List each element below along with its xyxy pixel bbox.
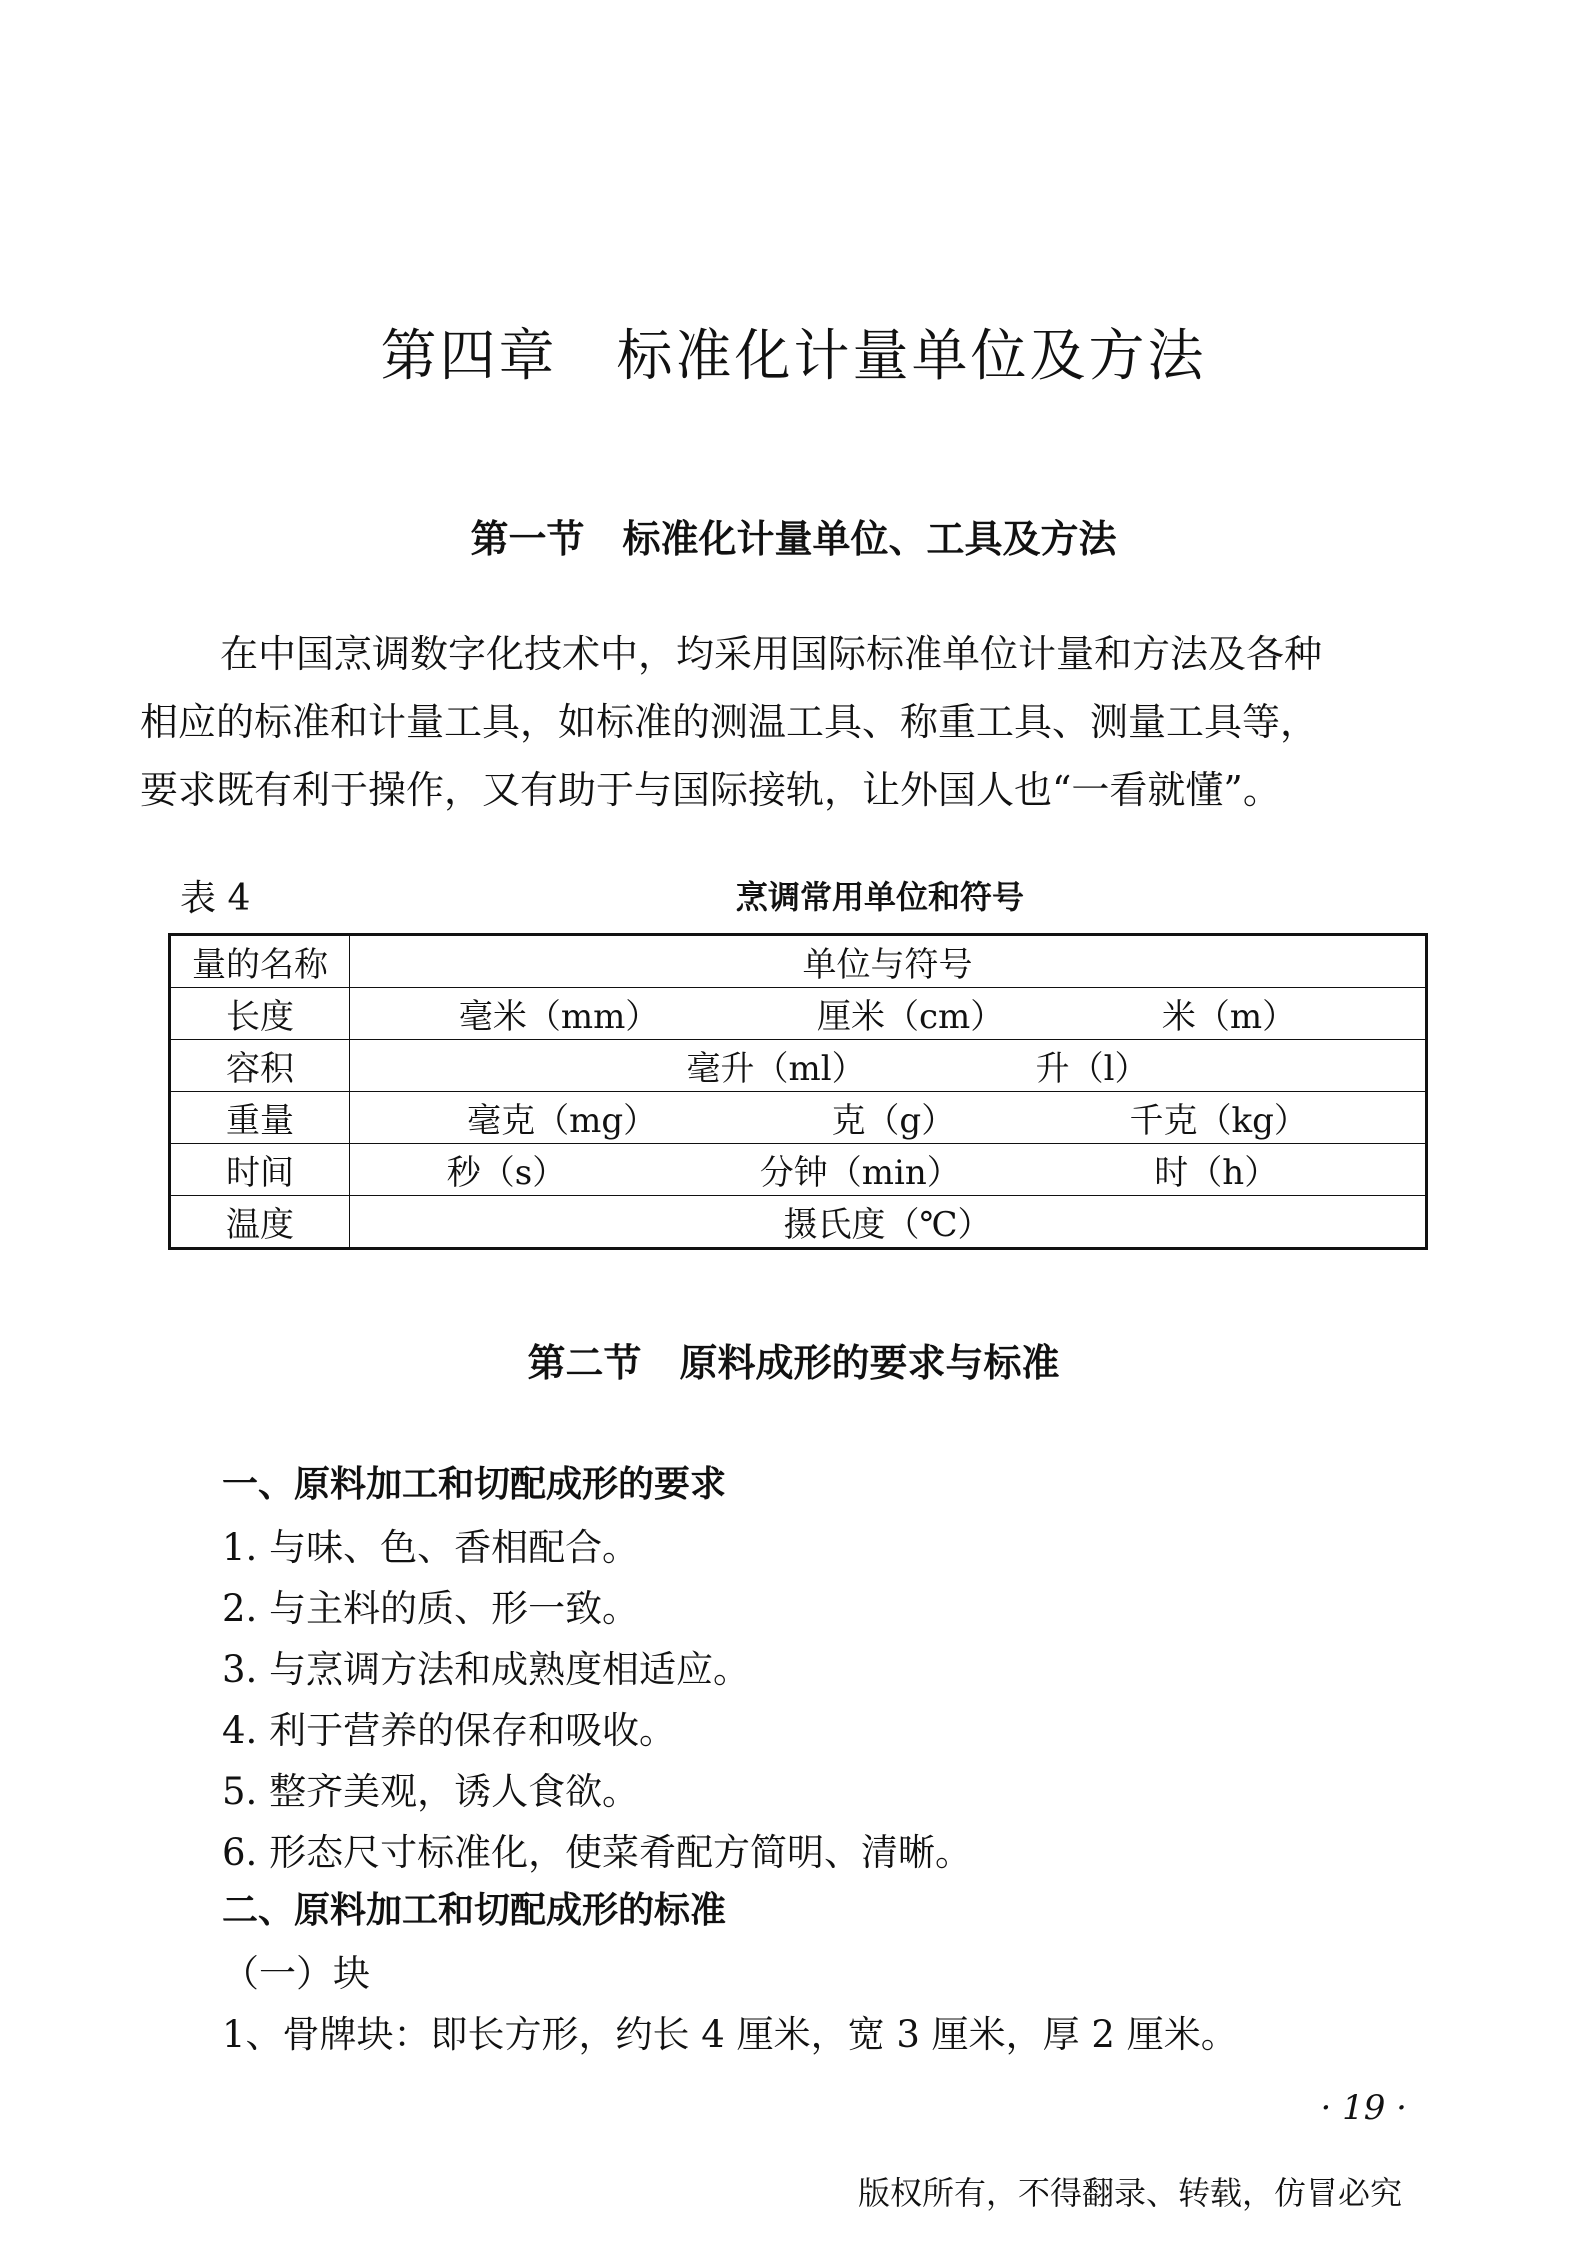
units-cell [350,1144,1427,1196]
requirement-item: 4. 利于营养的保存和吸收。 [222,1709,677,1752]
unit-entry: 毫米（mm） [458,997,660,1037]
subsection1-heading: 一、原料加工和切配成形的要求 [222,1463,727,1505]
quantity-name-cell: 容积 [170,1040,350,1092]
unit-entry: 毫克（mg） [467,1101,658,1141]
unit-entry: 升（l） [1035,1049,1149,1089]
unit-entry: 克（g） [831,1101,956,1141]
table-caption: 烹调常用单位和符号 [735,878,1024,916]
units-cell [350,988,1427,1040]
copyright-notice: 版权所有，不得翻录、转载，仿冒必究 [857,2174,1402,2212]
intro-line: 相应的标准和计量工具，如标准的测温工具、称重工具、测量工具等， [140,700,1319,744]
standard-item: 1、骨牌块：即长方形，约长 4 厘米，宽 3 厘米，厚 2 厘米。 [222,2013,1238,2056]
page-number: · 19 · [1320,2088,1407,2128]
chapter-title: 第四章 标准化计量单位及方法 [380,324,1207,389]
intro-line: 在中国烹调数字化技术中，均采用国际标准单位计量和方法及各种 [220,632,1323,676]
units-cell [350,1092,1427,1144]
section1-title: 第一节 标准化计量单位、工具及方法 [470,516,1117,561]
unit-entry: 厘米（cm） [816,997,1005,1037]
unit-entry: 米（m） [1161,997,1297,1037]
intro-paragraph [140,620,1460,824]
unit-entry: 毫升（ml） [686,1049,866,1089]
quantity-name-cell: 重量 [170,1092,350,1144]
table-row [170,1040,1427,1092]
units-table [168,933,1428,1250]
section2-title: 第二节 原料成形的要求与标准 [527,1340,1060,1385]
quantity-name-cell: 长度 [170,988,350,1040]
unit-entry: 秒（s） [446,1153,567,1193]
quantity-name-cell: 时间 [170,1144,350,1196]
requirement-item: 5. 整齐美观，诱人食欲。 [222,1770,640,1813]
units-cell [350,1040,1427,1092]
table-row [170,1092,1427,1144]
requirement-item: 1. 与味、色、香相配合。 [222,1526,640,1569]
table-row [170,1144,1427,1196]
unit-entry: 分钟（min） [759,1153,961,1193]
table-row [170,1196,1427,1249]
table-row [170,988,1427,1040]
requirement-item: 3. 与烹调方法和成熟度相适应。 [222,1648,751,1691]
requirement-item: 6. 形态尺寸标准化，使菜肴配方简明、清晰。 [222,1831,973,1874]
table-number: 表 4 [180,878,251,919]
subsection2-heading: 二、原料加工和切配成形的标准 [222,1889,727,1931]
quantity-name-cell: 温度 [170,1196,350,1249]
unit-entry: 摄氏度（℃） [783,1205,992,1245]
subsubsection-heading: （一）块 [222,1952,370,1995]
intro-line: 要求既有利于操作，又有助于与国际接轨，让外国人也“一看就懂”。 [140,768,1281,812]
unit-entry: 千克（kg） [1129,1101,1308,1141]
unit-entry: 时（h） [1154,1153,1279,1193]
table-header-row [170,935,1427,988]
requirement-item: 2. 与主料的质、形一致。 [222,1587,640,1630]
header-units-cell: 单位与符号 [350,935,1427,988]
units-cell [350,1196,1427,1249]
header-name-cell: 量的名称 [170,935,350,988]
